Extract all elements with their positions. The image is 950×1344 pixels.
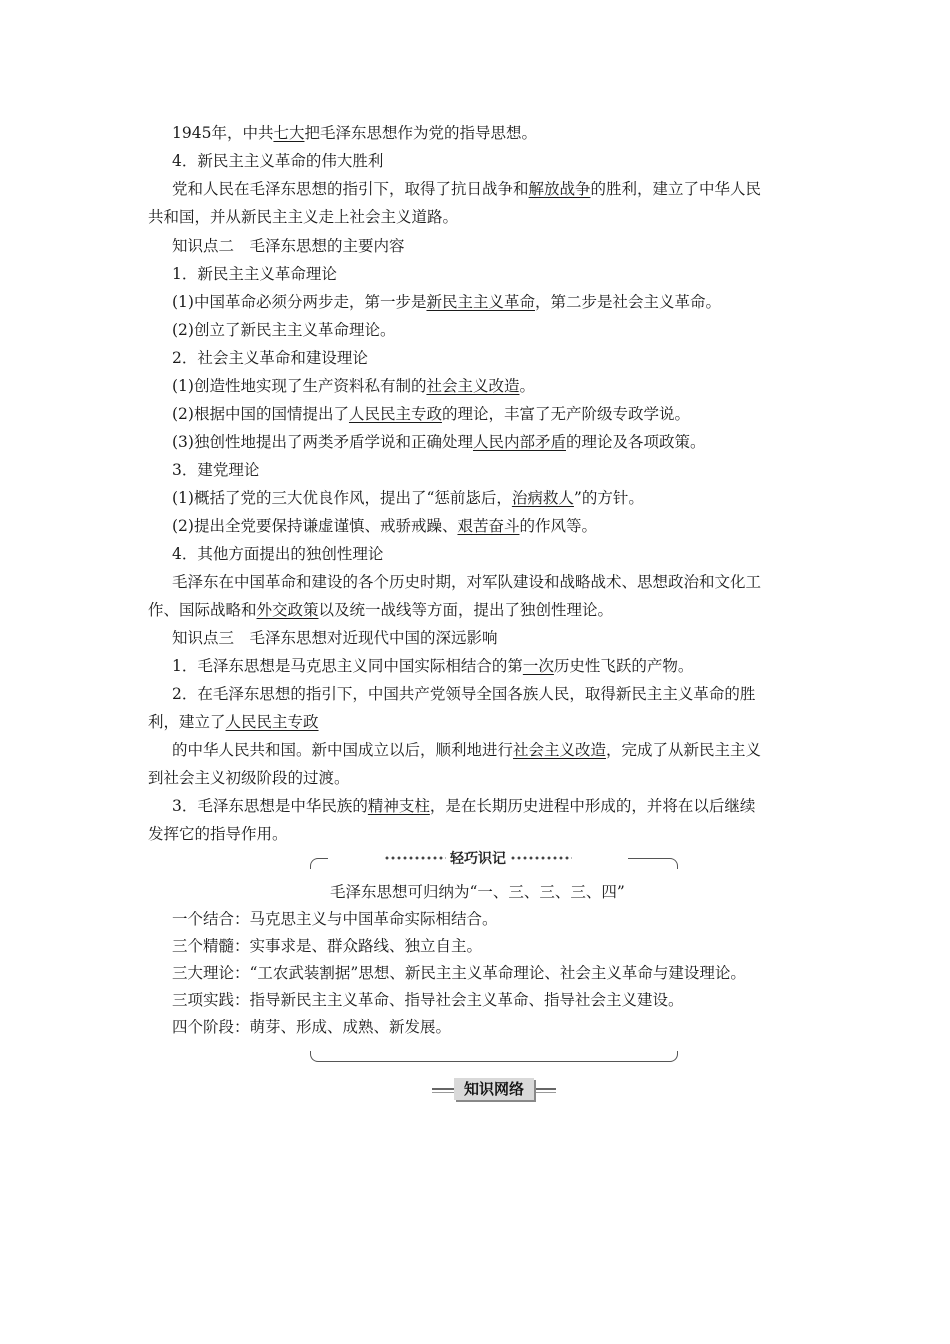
tip-box-line: 三大理论：“工农武装割据”思想、新民主主义革命理论、社会主义革命与建设理论。: [172, 964, 746, 982]
text-run: 。: [519, 377, 535, 395]
text-run: 毛泽东在中国革命和建设的各个历史时期，对军队建设和战略战术、思想政治和文化工: [172, 573, 762, 591]
text-run: 的理论，丰富了无产阶级专政学说。: [441, 405, 690, 423]
text-run: 共和国，并从新民主主义走上社会主义道路。: [148, 208, 459, 226]
text-line: [172, 432, 822, 452]
text-run: (2)提出全党要保持谦虚谨慎、戒骄戒躁、: [172, 517, 458, 535]
text-run: ”的方针。: [573, 489, 644, 507]
text-line: [148, 712, 798, 732]
text-run: 4．其他方面提出的独创性理论: [172, 545, 384, 563]
text-line: [172, 628, 822, 648]
text-run: (1)创造性地实现了生产资料私有制的: [172, 377, 427, 395]
text-line: [148, 824, 798, 844]
text-run: (2)根据中国的国情提出了: [172, 405, 349, 423]
text-run: 的理论及各项政策。: [565, 433, 706, 451]
text-run: ，第二步是社会主义革命。: [534, 293, 721, 311]
underlined-answer: 人民内部矛盾: [472, 433, 566, 451]
tip-box-header: [328, 850, 628, 866]
text-line: [172, 740, 822, 760]
tip-box-line: 三个精髓：实事求是、群众路线、独立自主。: [172, 937, 483, 955]
tip-box-line: 一个结合：马克思主义与中国革命实际相结合。: [172, 910, 498, 928]
text-run: ，完成了从新民主主义: [606, 741, 762, 759]
text-line: [172, 179, 822, 199]
text-line: [172, 460, 822, 480]
dotted-rule: [384, 856, 446, 860]
tip-box-heading: 毛泽东思想可归纳为“一、三、三、三、四”: [330, 883, 625, 901]
underlined-answer: 精神支柱: [367, 797, 430, 815]
underlined-answer: 艰苦奋斗: [457, 517, 520, 535]
text-line: [172, 376, 822, 396]
text-run: 的中华人民共和国。新中国成立以后，顺利地进行: [172, 741, 514, 759]
text-line: [172, 572, 822, 592]
underlined-answer: 一次: [522, 657, 554, 675]
underlined-answer: 外交政策: [256, 601, 319, 619]
text-run: 2．在毛泽东思想的指引下，中国共产党领导全国各族人民，取得新民主主义革命的胜: [172, 685, 756, 703]
text-run: 的作风等。: [519, 517, 597, 535]
text-line: [172, 544, 822, 564]
underlined-answer: 解放战争: [528, 180, 591, 198]
text-run: (3)独创性地提出了两类矛盾学说和正确处理: [172, 433, 473, 451]
underlined-answer: 七大: [273, 124, 305, 142]
underlined-answer: 人民民主专政: [348, 405, 442, 423]
text-run: 1．毛泽东思想是马克思主义同中国实际相结合的第: [172, 657, 523, 675]
section-banner-label: 知识网络: [454, 1078, 534, 1100]
text-run: 2．社会主义革命和建设理论: [172, 349, 368, 367]
text-line: [148, 768, 798, 788]
text-run: 知识点三 毛泽东思想对近现代中国的深远影响: [172, 629, 498, 647]
text-line: [172, 404, 822, 424]
text-run: (2)创立了新民主主义革命理论。: [172, 321, 396, 339]
underlined-answer: 社会主义改造: [513, 741, 607, 759]
text-line: [148, 207, 798, 227]
text-line: [172, 656, 822, 676]
tip-box-line: 三项实践：指导新民主主义革命、指导社会主义革命、指导社会主义建设。: [172, 991, 684, 1009]
dotted-rule: [510, 856, 572, 860]
text-run: 到社会主义初级阶段的过渡。: [148, 769, 350, 787]
text-run: 3．毛泽东思想是中华民族的: [172, 797, 368, 815]
text-run: 1945年，中共: [172, 124, 274, 142]
underlined-answer: 治病救人: [511, 489, 574, 507]
underlined-answer: 新民主主义革命: [426, 293, 535, 311]
underlined-answer: 社会主义改造: [426, 377, 520, 395]
text-line: [172, 516, 822, 536]
text-run: 历史性飞跃的产物。: [553, 657, 694, 675]
text-line: [172, 684, 822, 704]
text-line: [172, 488, 822, 508]
text-line: [172, 264, 822, 284]
text-line: [172, 123, 822, 143]
underlined-answer: 人民民主专政: [225, 713, 319, 731]
text-run: ，是在长期历史进程中形成的，并将在以后继续: [429, 797, 756, 815]
text-line: [172, 348, 822, 368]
text-run: (1)概括了党的三大优良作风，提出了“惩前毖后，: [172, 489, 512, 507]
text-run: 利，建立了: [148, 713, 226, 731]
tip-box-line: 四个阶段：萌芽、形成、成熟、新发展。: [172, 1018, 452, 1036]
text-line: [172, 151, 822, 171]
tip-box-title: 轻巧识记: [450, 851, 506, 867]
text-run: 的胜利，建立了中华人民: [590, 180, 762, 198]
text-run: 把毛泽东思想作为党的指导思想。: [304, 124, 537, 142]
text-line: [172, 320, 822, 340]
text-line: [172, 796, 822, 816]
text-run: 1．新民主主义革命理论: [172, 265, 337, 283]
text-run: 以及统一战线等方面，提出了独创性理论。: [318, 601, 614, 619]
text-run: 4．新民主主义革命的伟大胜利: [172, 152, 384, 170]
text-run: 党和人民在毛泽东思想的指引下，取得了抗日战争和: [172, 180, 529, 198]
text-run: 知识点二 毛泽东思想的主要内容: [172, 237, 405, 255]
text-run: 作、国际战略和: [148, 601, 257, 619]
text-run: 发挥它的指导作用。: [148, 825, 288, 843]
text-line: [148, 600, 798, 620]
text-line: [172, 292, 822, 312]
text-line: [172, 236, 822, 256]
text-run: (1)中国革命必须分两步走，第一步是: [172, 293, 427, 311]
text-run: 3．建党理论: [172, 461, 260, 479]
section-banner: [432, 1078, 556, 1100]
